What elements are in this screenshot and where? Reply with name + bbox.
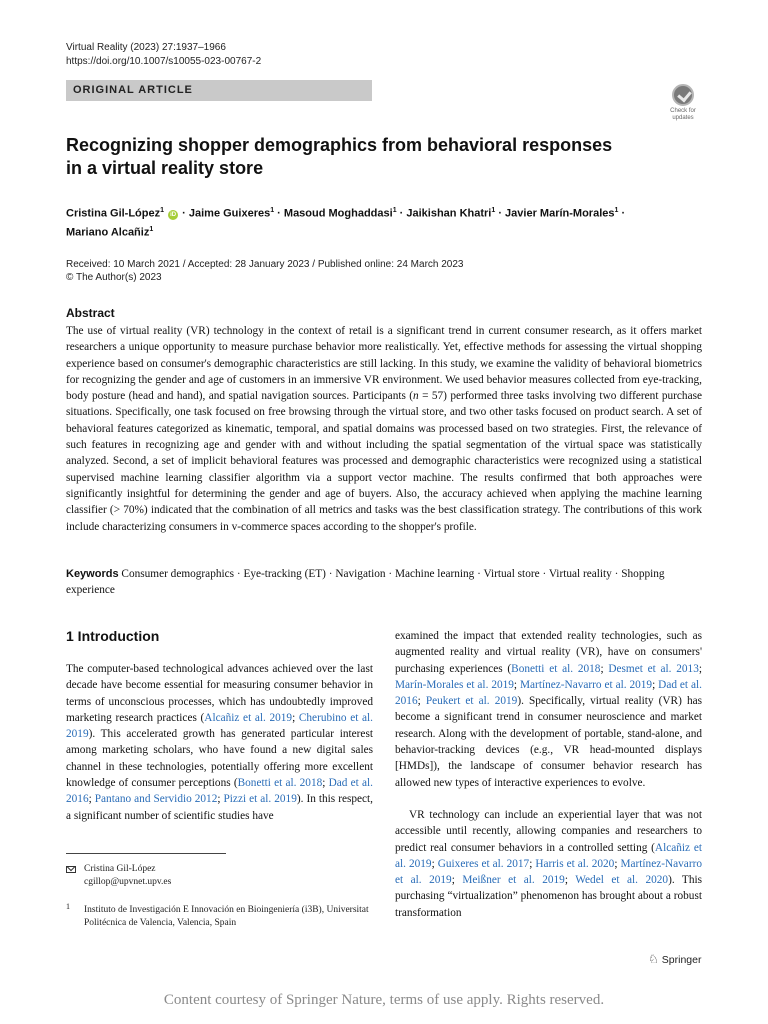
citation-link[interactable]: Martínez-Navarro et al. 2019 <box>395 857 702 887</box>
author-name: Javier Marín-Morales <box>505 207 615 220</box>
check-updates-icon <box>672 84 694 106</box>
citation-link[interactable]: Bonetti et al. 2018 <box>511 662 601 675</box>
springer-horse-icon: ♘ <box>648 952 659 966</box>
doi-link[interactable]: https://doi.org/10.1007/s10055-023-00767-2 <box>66 56 262 67</box>
affiliation-number: 1 <box>66 902 70 911</box>
citation-link[interactable]: Pantano and Servidio 2012 <box>94 793 218 806</box>
citation-link[interactable]: Dad et al. 2016 <box>395 678 702 708</box>
citation-link[interactable]: Harris et al. 2020 <box>535 857 615 870</box>
envelope-icon <box>66 866 76 873</box>
journal-citation: Virtual Reality (2023) 27:1937–1966 <box>66 42 226 53</box>
citation-link[interactable]: Peukert et al. 2019 <box>425 695 518 708</box>
author-name: Masoud Moghaddasi <box>283 207 393 220</box>
check-for-updates-badge[interactable] <box>664 84 702 124</box>
publisher-logo: ♘ Springer <box>648 952 702 966</box>
author-list: Cristina Gil-López$^1$ iD · Jaime Guixeres$^1$ · Masoud Moghaddasi$^1$ · Jaikishan Khatri$^1$ · Javier Marín-Morales$^1$ · Mariano Alcañiz$^1$ <box>66 207 626 239</box>
check-updates-label: Check for updates <box>670 108 696 121</box>
corresponding-author-name: Cristina Gil-López <box>84 864 156 874</box>
paper-title: Recognizing shopper demographics from behavioral responses in a virtual reality store <box>66 135 613 178</box>
author-name: Mariano Alcañiz <box>66 226 150 239</box>
corresponding-author-footnote <box>84 863 171 889</box>
corresponding-author-email[interactable]: cgillop@upvnet.upv.es <box>84 877 172 887</box>
publication-dates <box>66 258 463 284</box>
author-name: Jaikishan Khatri <box>406 207 492 220</box>
orcid-icon[interactable]: iD <box>170 211 177 218</box>
keywords-section <box>66 566 702 599</box>
author-name: Jaime Guixeres <box>188 207 271 220</box>
citation-link[interactable]: Wedel et al. 2020 <box>575 874 669 887</box>
citation-link[interactable]: Cherubino et al. 2019 <box>66 711 373 741</box>
body-paragraph: VR technology can include an experiential layer that was not accessible until recently, allowing companies and researchers to predict real consumer behaviors in a controlled setting (Alcañiz et al. 2019; Guixeres et al. 2017; Harris et al. 2020; Martínez-Navarro et al. 2019; Meißner et al. 2019; Wedel et al. 2020). This purchasing “virtualization” phenomenon has brought about a robust transformation <box>395 809 703 919</box>
body-paragraph: The computer-based technological advances achieved over the last decade have become essential for measuring consumer behavior in terms of unconscious processes, which has undoubtedly improved marketing research practices (Alcañiz et al. 2019; Cherubino et al. 2019). This accelerated growth has generated particular interest among marketing scholars, who have found a new digital sales channel in these technologies, potentially offering more excellent knowledge of consumer perceptions (Bonetti et al. 2018; Dad et al. 2016; Pantano and Servidio 2012; Pizzi et al. 2019). In this respect, a significant number of scientific studies have <box>66 663 374 822</box>
abstract-text: The use of virtual reality (VR) technology in the context of retail is a significant trend in current consumer research, as it offers market researchers a unique opportunity to measure purchase behavior more realistically. Yet, effective methods for assessing the virtual shopping experience based on consumer's demographic characteristics are still lacking. In this study, we examine the validity of behavioral biometrics for recognizing the gender and age of customers in an immersive VR environment. We used behavior measures collected from eye-tracking, body posture (head and hand), and spatial navigation sources. Participants (n = 57) performed three tasks involving two different purchase situations. Specifically, one task focused on free browsing through the virtual store, and two other tasks focused on product search. A set of behavioral features categorized as kinematic, temporal, and spatial domains was processed based on two strategies. First, the relevance of such features in recognizing age and gender with and without including the spatial segmentation of the virtual space was statistically analyzed. Second, a set of implicit behavioral features was processed and demographic characteristics were recognized using a statistical supervised machine learning classifier algorithm via a support vector machine. The results confirmed that both approaches were significantly insightful for determining the gender and age of buyers. Also, the accuracy achieved when applying the machine learning classifier (> 70%) indicated that the combination of all metrics and tasks was the best classification strategy. The contributions of this work include characterizing consumers in v-commerce spaces according to the shopper's profile. <box>66 325 702 533</box>
citation-link[interactable]: Bonetti et al. 2018 <box>237 777 323 790</box>
section-heading-introduction: 1 Introduction <box>66 628 160 644</box>
citation-link[interactable]: Alcañiz et al. 2019 <box>395 841 702 870</box>
citation-link[interactable]: Meißner et al. 2019 <box>462 874 565 887</box>
citation-link[interactable]: Alcañiz et al. 2019 <box>204 711 293 724</box>
courtesy-notice: Content courtesy of Springer Nature, terms of use apply. Rights reserved. <box>163 992 605 1008</box>
keywords-list: Consumer demographics · Eye-tracking (ET) · Navigation · Machine learning · Virtual store · Virtual reality · Shopping experience <box>66 568 665 597</box>
citation-link[interactable]: Marín-Morales et al. 2019 <box>395 678 514 691</box>
keywords-label: Keywords <box>66 568 119 580</box>
citation-link[interactable]: Martínez-Navarro et al. 2019 <box>520 678 653 691</box>
citation-link[interactable]: Dad et al. 2016 <box>66 777 373 806</box>
affiliation-footnote: Instituto de Investigación E Innovación en Bioingeniería (i3B), Universitat Politécnica de Valencia, Valencia, Spain <box>84 905 369 928</box>
abstract-heading: Abstract <box>66 306 115 320</box>
history-dates: Received: 10 March 2021 / Accepted: 28 January 2023 / Published online: 24 March 2023 <box>66 259 464 270</box>
author-name: Cristina Gil-López <box>66 207 161 220</box>
citation-link[interactable]: Desmet et al. 2013 <box>608 662 699 675</box>
citation-link[interactable]: Guixeres et al. 2017 <box>437 857 530 870</box>
body-paragraph: examined the impact that extended reality technologies, such as augmented reality and virtual reality (VR), have on consumers' purchasing experiences (Bonetti et al. 2018; Desmet et al. 2013; Marín-Morales et al. 2019; Martínez-Navarro et al. 2019; Dad et al. 2016; Peukert et al. 2019). Specifically, virtual reality (VR) has become a significant trend in consumer neuroscience and market research. Along with the development of portable, stand-alone, and behavior-tracking devices (e.g., VR head-mounted displays [HMDs]), the landscape of consumer behavior research has allowed new types of interactive experiences to evolve. <box>395 630 702 789</box>
article-type-label: ORIGINAL ARTICLE <box>66 80 372 101</box>
copyright-line: © The Author(s) 2023 <box>66 272 162 283</box>
citation-link[interactable]: Pizzi et al. 2019 <box>223 793 297 806</box>
footnote-divider <box>66 853 226 854</box>
